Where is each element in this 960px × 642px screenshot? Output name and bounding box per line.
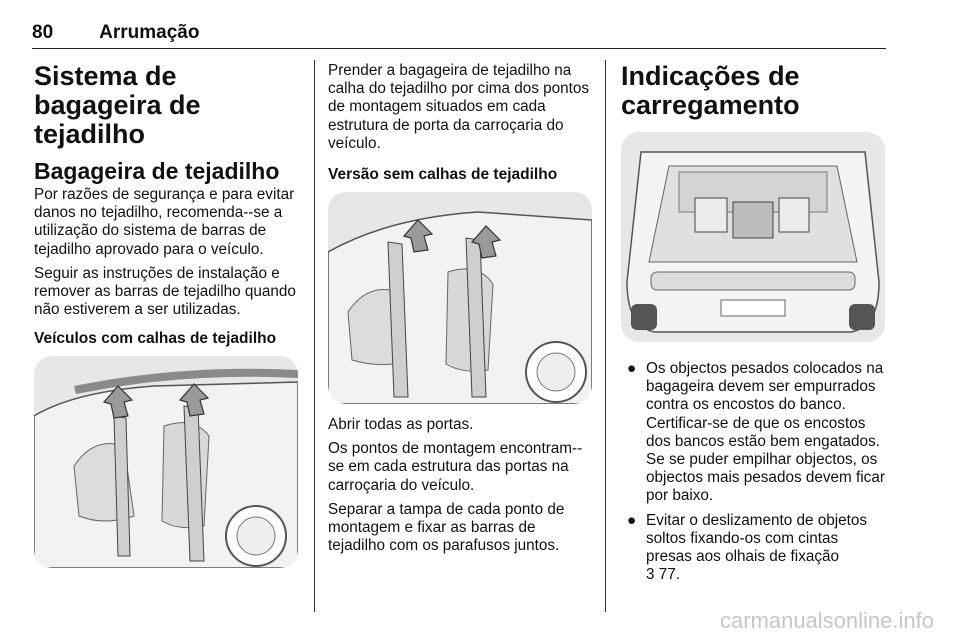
list-item-text: Os objectos pesados colocados na bagageira devem ser empurrados contra os encostos do banco. Certificar-se de que os encostos dos bancos estão bem engatados. Se se puder empilhar objectos, os objectos mais pesados devem ficar por baixo. [646,360,885,505]
reference-arrow-icon: 3 [646,566,655,584]
paragraph: Separar a tampa de cada ponto de montagem e fixar as barras de tejadilho com os parafusos juntos. [328,500,565,555]
car-without-rails-illustration [328,192,592,404]
paragraph: Seguir as instruções de instalação e remover as barras de tejadilho quando não estiverem a ser utilizadas. [34,264,296,319]
loading-tips-list [621,360,887,584]
list-item [621,360,887,506]
loading-title: Indicações de carregamento [621,61,800,120]
header-divider [32,48,886,49]
car-with-rails-illustration [34,356,298,568]
heading-with-rails: Veículos com calhas de tejadilho [34,330,277,348]
column-2 [328,62,592,561]
paragraph: Abrir todas as portas. [328,416,474,434]
roof-rack-title: Sistema de bagageira de tejadilho [34,61,201,149]
column-1 [34,62,300,568]
paragraph: Os pontos de montagem encontram--se em cada estrutura das portas na carroçaria do veículo. [328,440,583,494]
paragraph: Prender a bagageira de tejadilho na calha do tejadilho por cima dos pontos de montagem situados em cada estrutura de porta da carroçaria do veículo. [328,62,590,152]
list-item [621,512,887,585]
roof-rack-subtitle: Bagageira de tejadilho [34,158,280,184]
trunk-loading-illustration [621,132,885,342]
heading-without-rails: Versão sem calhas de tejadilho [328,166,558,184]
watermark: carmanualsonline.info [719,608,934,633]
section-title: Arrumação [99,22,200,43]
list-item-text: Evitar o deslizamento de objetos soltos fixando-os com cintas presas aos olhais de fixação [646,511,868,566]
column-3 [621,62,887,590]
bullet-icon: ● [627,511,637,529]
paragraph: Por razões de segurança e para evitar danos no tejadilho, recomenda--se a utilização do sistema de barras de tejadilho aprovado para o veículo. [34,186,295,258]
column-divider-2 [605,60,606,612]
page-number: 80 [32,22,54,43]
page-reference-link[interactable] [646,566,680,583]
column-divider-1 [314,60,315,612]
bullet-icon: ● [627,360,637,377]
reference-page: 77. [658,566,681,584]
page-header [32,22,199,44]
